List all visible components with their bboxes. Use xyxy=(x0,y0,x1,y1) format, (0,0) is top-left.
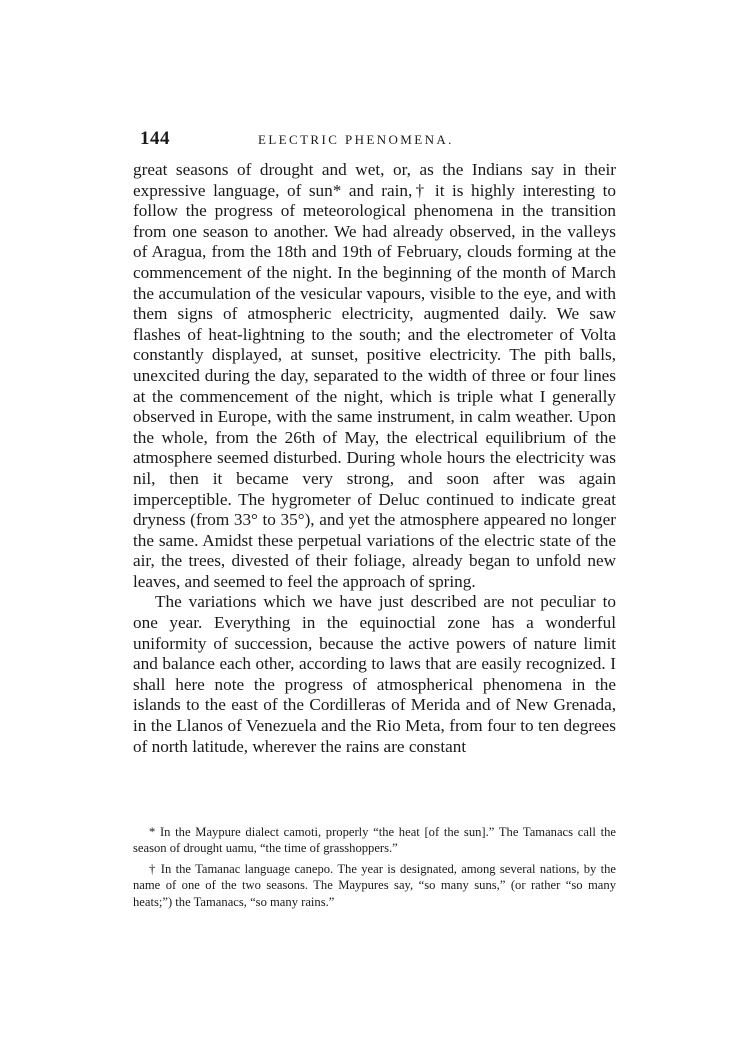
footnotes xyxy=(133,824,616,914)
page-number: 144 xyxy=(140,128,170,149)
running-head: ELECTRIC PHENOMENA. xyxy=(258,132,454,147)
footnote: † In the Tamanac language canepo. The year is designated, among several nations, by the name of one of the two seasons. The Maypures say, “so many suns,” (or rather “so many heats;”) the Tamanacs, “so many rains.” xyxy=(133,861,616,909)
paragraph: The variations which we have just described are not peculiar to one year. Everything in the equinoctial zone has a wonderful uniformity of succession, because the active powers of nature limit and balance each other, according to laws that are easily recognized. I shall here note the progress of atmospherical phenomena in the islands to the east of the Cordilleras of Merida and of New Grenada, in the Llanos of Venezuela and the Rio Meta, from four to ten degrees of north latitude, wherever the rains are constant xyxy=(133,592,616,756)
page-header xyxy=(140,128,620,152)
body-text xyxy=(133,160,616,757)
footnote: * In the Maypure dialect camoti, properly “the heat [of the sun].” The Tamanacs call the season of drought uamu, “the time of grasshoppers.” xyxy=(133,825,616,856)
paragraph: great seasons of drought and wet, or, as the Indians say in their expressive language, of sun* and rain,† it is highly interesting to follow the progress of meteorological phenomena in the transition from one season to another. We had already observed, in the valleys of Aragua, from the 18th and 19th of February, clouds forming at the commencement of the night. In the beginning of the month of March the accumulation of the vesicular vapours, visible to the eye, and with them signs of atmospheric electricity, augmented daily. We saw flashes of heat-lightning to the south; and the electrometer of Volta constantly displayed, at sunset, positive electricity. The pith balls, unexcited during the day, separated to the width of three or four lines at the commencement of the night, which is triple what I generally observed in Europe, with the same instrument, in calm weather. Upon the whole, from the 26th of May, the electrical equilibrium of the atmosphere seemed disturbed. During whole hours the electricity was nil, then it became very strong, and soon after was again imperceptible. The hygrometer of Deluc continued to indicate great dryness (from 33° to 35°), and yet the atmosphere appeared no longer the same. Amidst these perpetual variations of the electric state of the air, the trees, divested of their foliage, already began to unfold new leaves, and seemed to feel the approach of spring. xyxy=(133,160,616,591)
